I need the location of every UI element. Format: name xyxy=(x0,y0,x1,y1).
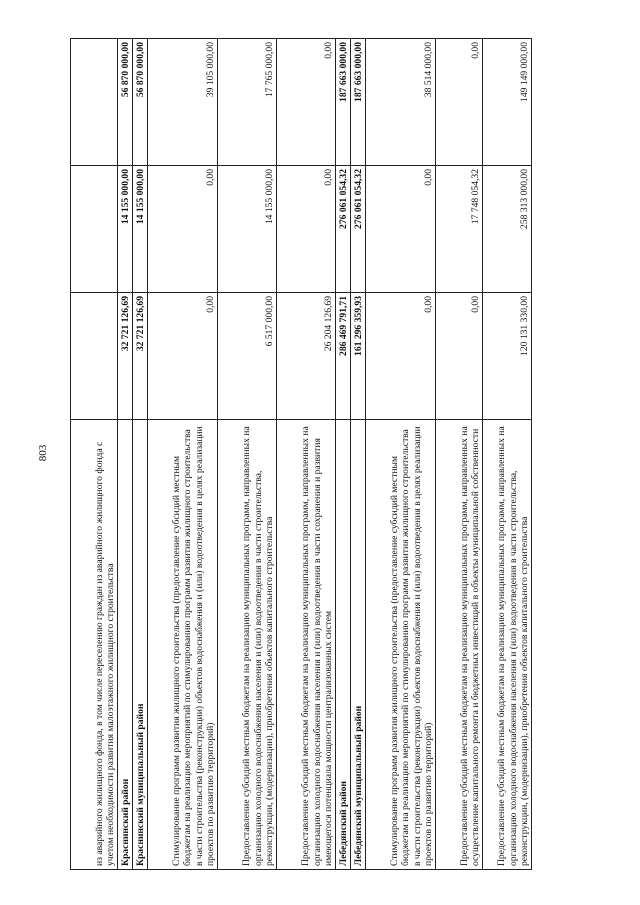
row-description: Стимулирование программ развития жилищного строительства (предоставление субсидий местным бюджетам на реализацию мероприятий по стимулированию программ развития жилищного строительства в части строительства (реконструкции) объектов водоснабжения и (или) водоотведения в целях реализации проектов по развитию территорий) xyxy=(148,420,218,870)
value-year-1: 26 204 126,69 xyxy=(277,293,336,420)
value-year-1: 32 721 126,69 xyxy=(118,293,133,420)
value-year-1: 286 469 791,71 xyxy=(336,293,351,420)
budget-table xyxy=(70,38,532,870)
row-description: Предоставление субсидий местным бюджетам на реализацию муниципальных программ, направленных на организацию холодного водоснабжения населения и (или) водоотведения в части сохранения и развития имеющегося потенциала мощности централизованных систем xyxy=(277,420,336,870)
table-row xyxy=(71,39,118,870)
table-row xyxy=(436,39,483,870)
value-year-1: 32 721 126,69 xyxy=(133,293,148,420)
table-row xyxy=(148,39,218,870)
value-year-2: 258 313 000,00 xyxy=(483,166,532,293)
row-description: Лебедянский муниципальный район xyxy=(351,420,366,870)
table-row xyxy=(277,39,336,870)
value-year-1: 0,00 xyxy=(436,293,483,420)
value-year-2: 17 748 054,32 xyxy=(436,166,483,293)
row-description: Предоставление субсидий местным бюджетам на реализацию муниципальных программ, направленных на организацию холодного водоснабжения населения и (или) водоотведения в части строительства, реконструкции, (модернизации), приобретения объектов капитального строительства xyxy=(483,420,532,870)
value-year-2: 0,00 xyxy=(277,166,336,293)
table-row xyxy=(483,39,532,870)
row-description: Краснинский муниципальный район xyxy=(133,420,148,870)
table-row-district-total xyxy=(336,39,351,870)
value-year-3: 38 514 000,00 xyxy=(366,39,436,166)
value-year-2: 0,00 xyxy=(366,166,436,293)
value-year-2: 14 155 000,00 xyxy=(133,166,148,293)
value-year-3 xyxy=(71,39,118,166)
row-description: Предоставление субсидий местным бюджетам на реализацию муниципальных программ, направленных на организацию холодного водоснабжения населения и (или) водоотведения в части строительства, реконструкции, (модернизации), приобретения объектов капитального строительства xyxy=(218,420,277,870)
value-year-2: 276 061 054,32 xyxy=(336,166,351,293)
row-description: Стимулирование программ развития жилищного строительства (предоставление субсидий местным бюджетам на реализацию мероприятий по стимулированию программ развития жилищного строительства в части строительства (реконструкции) объектов водоснабжения и (или) водоотведения в целях реализации проектов по развитию территорий) xyxy=(366,420,436,870)
value-year-2 xyxy=(71,166,118,293)
row-description: Предоставление субсидий местным бюджетам на реализацию муниципальных программ, направленных на осуществление капитального ремонта и бюджетных инвестиций в объекты муниципальной собственности xyxy=(436,420,483,870)
value-year-3: 149 149 000,00 xyxy=(483,39,532,166)
table-row-district-total xyxy=(118,39,133,870)
value-year-3: 0,00 xyxy=(277,39,336,166)
value-year-1: 6 517 000,00 xyxy=(218,293,277,420)
table-row-municipality-total xyxy=(133,39,148,870)
value-year-2: 0,00 xyxy=(148,166,218,293)
value-year-3: 187 663 000,00 xyxy=(336,39,351,166)
value-year-2: 14 155 000,00 xyxy=(218,166,277,293)
value-year-1: 120 131 330,00 xyxy=(483,293,532,420)
value-year-3: 56 870 000,00 xyxy=(133,39,148,166)
value-year-1: 0,00 xyxy=(366,293,436,420)
value-year-3: 0,00 xyxy=(436,39,483,166)
table-row xyxy=(218,39,277,870)
value-year-1: 0,00 xyxy=(148,293,218,420)
value-year-3: 39 105 000,00 xyxy=(148,39,218,166)
value-year-2: 276 061 054,32 xyxy=(351,166,366,293)
budget-table-sheet xyxy=(70,40,530,870)
row-description: из аварийного жилищного фонда, в том числе переселению граждан из аварийного жилищного фонда с учетом необходимости развития малоэтажного жилищного строительства xyxy=(71,420,118,870)
table-row xyxy=(366,39,436,870)
row-description: Лебедянский район xyxy=(336,420,351,870)
value-year-3: 17 765 000,00 xyxy=(218,39,277,166)
value-year-1 xyxy=(71,293,118,420)
row-description: Краснинский район xyxy=(118,420,133,870)
page-number: 803 xyxy=(37,444,49,462)
value-year-3: 187 663 000,00 xyxy=(351,39,366,166)
value-year-3: 56 870 000,00 xyxy=(118,39,133,166)
table-row-municipality-total xyxy=(351,39,366,870)
value-year-2: 14 155 000,00 xyxy=(118,166,133,293)
value-year-1: 161 296 359,93 xyxy=(351,293,366,420)
